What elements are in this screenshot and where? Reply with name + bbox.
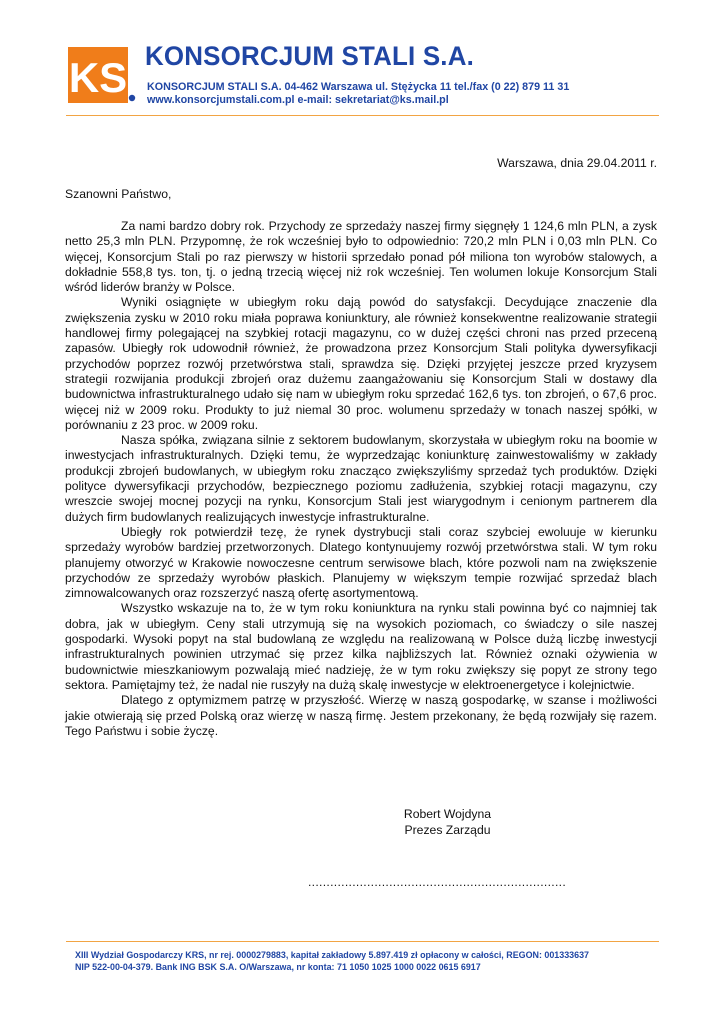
footer-bank-details: NIP 522-00-04-379. Bank ING BSK S.A. O/Warszawa, nr konta: 71 1050 1025 1000 0022 0615 6917 [75,962,481,972]
letter-paragraph: Za nami bardzo dobry rok. Przychody ze sprzedaży naszej firmy sięgnęły 1 124,6 mln PLN, a zysk netto 25,3 mln PLN. Przypomnę, że rok wcześniej było to odpowiednio: 720,2 mln PLN i 0,03 mln PLN. Co więcej, Konsorcjum Stali po raz pierwszy w historii sprzedało ponad pół miliona ton wyrobów stalowych, a dokładnie 558,8 tys. ton, tj. o jedną trzecią więcej niż rok wcześniej. Ten wolumen lokuje Konsorcjum Stali wśród liderów branży w Polsce. [65,219,657,295]
company-logo [68,47,138,103]
letter-paragraph: Dlatego z optymizmem patrzę w przyszłość. Wierzę w naszą gospodarkę, w szanse i możliwości jakie otwierają się przed Polską oraz wierzę w naszą firmę. Jestem przekonany, że będą rozwijały się razem. Tego Państwu i sobie życzę. [65,693,657,738]
signer-title: Prezes Zarządu [404,823,491,837]
letter-body [65,219,657,739]
letter-paragraph: Wyniki osiągnięte w ubiegłym roku dają powód do satysfakcji. Decydujące znaczenie dla zwiększenia zysku w 2010 roku miała poprawa koniunktury, ale również konsekwentne realizowanie strategii handlowej firmy polegającej na szybkiej rotacji magazynu, co w dużej części chroni nas przed przeceną zapasów. Ubiegły rok udowodnił również, że prowadzona przez Konsorcjum Stali polityka dywersyfikacji przychodów poprzez rozwój przetwórstwa stali, sprawdza się. Dzięki przyjętej jeszcze przed kryzysem strategii rozwijania produkcji zbrojeń oraz dużemu zaangażowaniu się Konsorcjum Stali w dostawy dla budownictwa infrastrukturalnego udało się nam w ubiegłym roku sprzedać 162,6 tys. ton zbrojeń, o 67,6 proc. więcej niż w 2009 roku. Produkty to już niemal 30 proc. wolumenu sprzedaży w tonach naszej spółki, w porównaniu z 23 proc. w 2009 roku. [65,295,657,432]
company-name: KONSORCJUM STALI S.A. [145,41,475,71]
footer-registration: XIII Wydział Gospodarczy KRS, nr rej. 0000279883, kapitał zakładowy 5.897.419 zł opłacony w całości, REGON: 001333637 [75,950,590,960]
logo-lettering: KS [68,54,128,101]
signature-line: ...................................................................... [308,875,567,889]
letter-paragraph: Wszystko wskazuje na to, że w tym roku koniunktura na rynku stali powinna być co najmniej tak dobra, jak w ubiegłym. Ceny stali utrzymują się na wysokich poziomach, co świadczy o sile naszej gospodarki. Wysoki popyt na stal budowlaną ze względu na realizowaną w Polsce dużą liczbę inwestycji infrastrukturalnych powinien utrzymać się przez kilka najbliższych lat. Również oznaki ożywienia w budownictwie mieszkaniowym pozwalają mieć nadzieję, że w tym roku zwiększy się popyt ze strony tego sektora. Pamiętajmy też, że nadal nie ruszyły na dużą skalę inwestycje w elektroenergetyce i kolejnictwie. [65,601,657,692]
header-divider [66,115,659,116]
letter-date: Warszawa, dnia 29.04.2011 r. [497,156,657,170]
letter-paragraph: Nasza spółka, związana silnie z sektorem budowlanym, skorzystała w ubiegłym roku na boomie w inwestycjach infrastrukturalnych. Dzięki temu, że wyprzedzając koniunkturę zainwestowaliśmy w zakłady produkcji zbrojeń budowlanych, w ubiegłym roku znacząco zwiększyliśmy sprzedaż tych produktów. Dzięki polityce dywersyfikacji przychodów, bezpiecznego poziomu zadłużenia, szybkiej rotacji magazynu, czy wreszcie swojej mocnej pozycji na rynku, Konsorcjum Stali jest wiarygodnym i cenionym partnerem dla dużych firm budowlanych realizujących inwestycje infrastrukturalne. [65,433,657,524]
letter-paragraph: Ubiegły rok potwierdził tezę, że rynek dystrybucji stali coraz szybciej ewoluuje w kierunku sprzedaży wyrobów bardziej przetworzonych. Dlatego kontynuujemy rozwój przetwórstwa stali. W tym roku planujemy otworzyć w Krakowie nowoczesne centrum serwisowe blach, które pozwoli nam na zwiększenie przychodów ze sprzedaży wyrobów płaskich. Planujemy w większym tempie rozwijać sprzedaż blach zimnowalcowanych oraz rozszerzyć naszą ofertę asortymentową. [65,524,657,601]
signer-name: Robert Wojdyna [403,807,492,821]
company-web-email[interactable]: www.konsorcjumstali.com.pl e-mail: sekretariat@ks.mail.pl [147,94,449,106]
salutation: Szanowni Państwo, [65,187,172,201]
footer-divider [66,941,659,942]
company-address: KONSORCJUM STALI S.A. 04-462 Warszawa ul. Stężycka 11 tel./fax (0 22) 879 11 31 [147,81,570,93]
